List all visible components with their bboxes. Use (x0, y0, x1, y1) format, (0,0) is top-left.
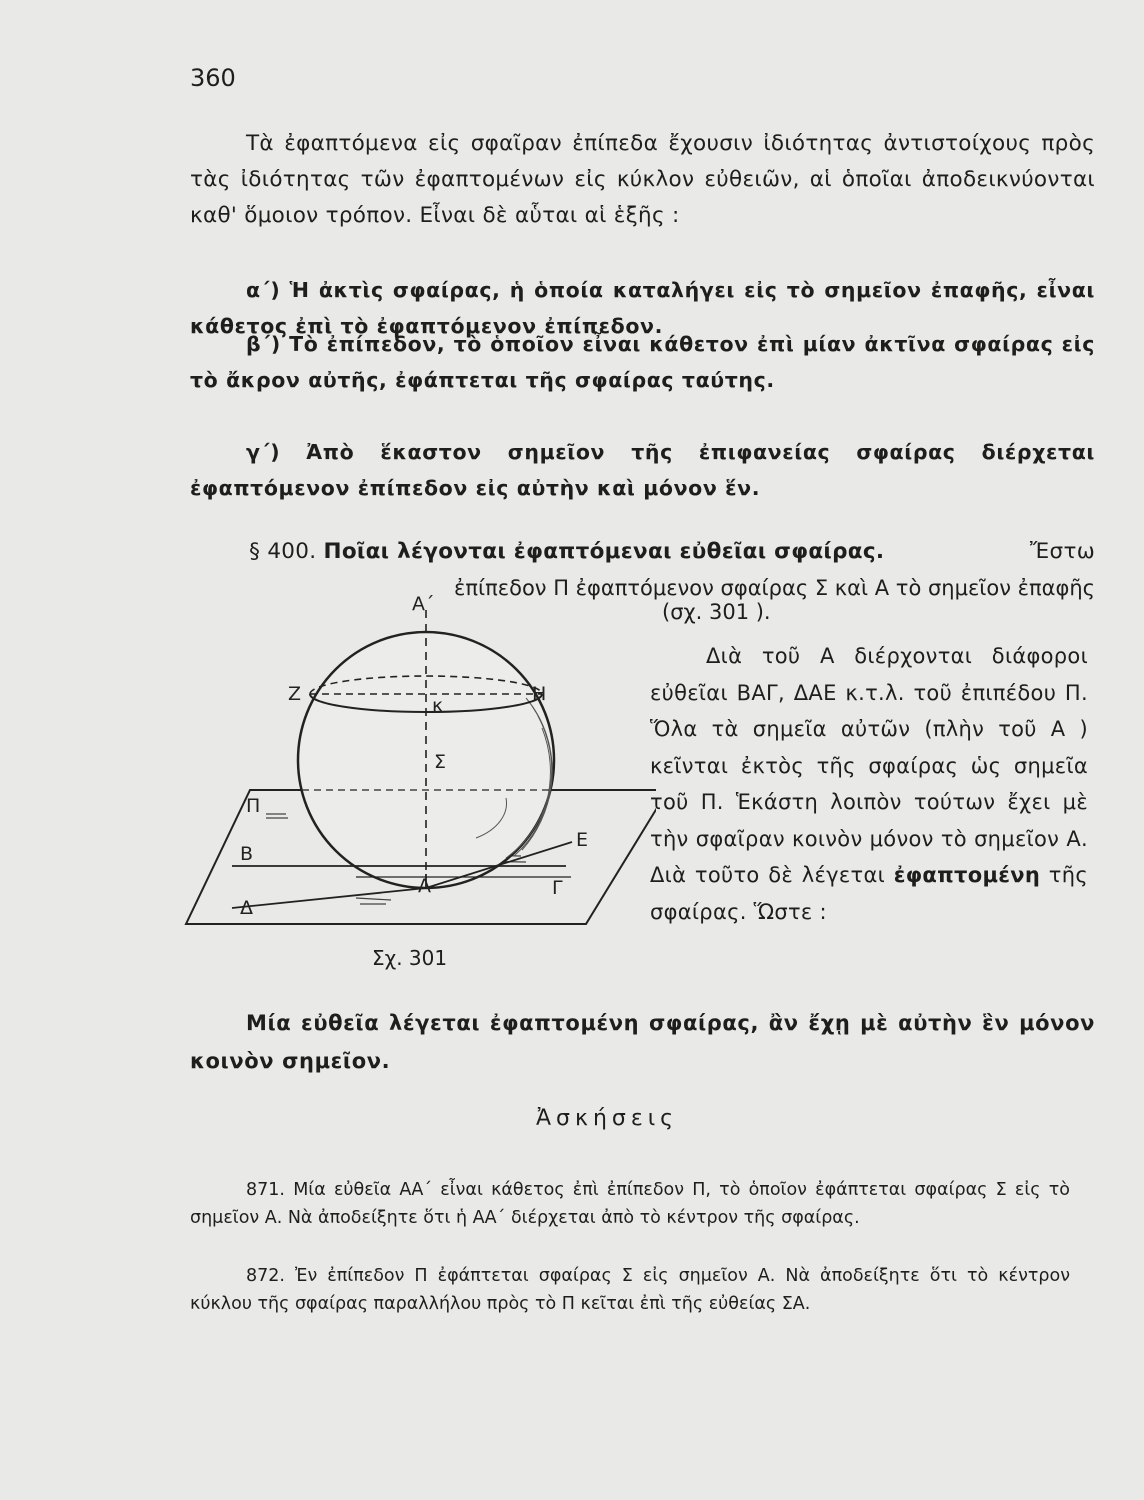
figure-301 (176, 588, 656, 938)
line-da (232, 888, 426, 908)
label-h: Η (532, 683, 547, 705)
section-heading (190, 534, 1095, 570)
figure-caption: Σχ. 301 (372, 946, 448, 970)
section-body-b: τῆς σφαίρας. Ὥστε : (650, 863, 1088, 924)
label-d: Δ (240, 897, 253, 919)
exercise-number: 871. (246, 1180, 285, 1200)
property-b: β΄) Τὸ ἐπίπεδον, τὸ ὁποῖον εἶναι κάθετον ἐπὶ μίαν ἀκτῖνα σφαίρας εἰς τὸ ἄκρον αὐτῆς, ἐφάπτεται τῆς σφαίρας ταύτης. (190, 332, 1095, 392)
definition: Μία εὐθεῖα λέγεται ἐφαπτομένη σφαίρας, ἂν ἔχῃ μὲ αὐτὴν ἓν μόνον κοινὸν σημεῖον. (190, 1011, 1095, 1073)
label-g: Γ (552, 877, 563, 899)
section-lead: Ἔστω (1029, 539, 1095, 564)
section-body-bold: ἐφαπτομένη (893, 863, 1041, 887)
page-number: 360 (190, 64, 236, 92)
exercise-text: Ἐν ἐπίπεδον Π ἐφάπτεται σφαίρας Σ εἰς σημεῖον Α. Νὰ ἀποδείξητε ὅτι τὸ κέντρον κύκλου τῆς σφαίρας παραλλήλου πρὸς τὸ Π κεῖται ἐπὶ τῆς εὐθείας ΣΑ. (190, 1266, 1070, 1314)
label-e: Ε (576, 829, 589, 851)
section-body (650, 638, 1088, 930)
label-k: κ (432, 695, 444, 717)
label-s: Σ (434, 751, 447, 773)
section-line-3: (σχ. 301 ). (662, 600, 771, 624)
label-a-prime: Α΄ (412, 593, 435, 615)
label-a: Α (418, 875, 431, 897)
section-number: § 400. (249, 539, 317, 564)
label-p: Π (246, 795, 261, 817)
exercises-title: Ἀσκήσεις (536, 1106, 679, 1131)
section-line-2: ἐπίπεδον Π ἐφαπτόμενον σφαίρας Σ καὶ Α τὸ σημεῖον ἐπαφῆς (454, 576, 1095, 600)
intro-paragraph: Τὰ ἐφαπτόμενα εἰς σφαῖραν ἐπίπεδα ἔχουσιν ἰδιότητας ἀντιστοίχους πρὸς τὰς ἰδιότητας τῶν ἐφαπτομένων εἰς κύκλον εὐθειῶν, αἱ ὁποῖαι ἀποδεικνύονται καθ' ὅμοιον τρόπον. Εἶναι δὲ αὗται αἱ ἑξῆς : (190, 131, 1095, 228)
exercise-871 (190, 1176, 1070, 1232)
section-title: Ποῖαι λέγονται ἐφαπτόμεναι εὐθεῖαι σφαίρας. (323, 539, 885, 564)
exercise-text: Μία εὐθεῖα ΑΑ΄ εἶναι κάθετος ἐπὶ ἐπίπεδον Π, τὸ ὁποῖον ἐφάπτεται σφαίρας Σ εἰς τὸ σημεῖον Α. Νὰ ἀποδείξητε ὅτι ἡ ΑΑ΄ διέρχεται ἀπὸ τὸ κέντρον τῆς σφαίρας. (190, 1180, 1070, 1228)
exercise-number: 872. (246, 1266, 285, 1286)
label-b: Β (240, 843, 254, 865)
exercise-872 (190, 1262, 1070, 1318)
property-c: γ΄) Ἀπὸ ἕκαστον σημεῖον τῆς ἐπιφανείας σφαίρας διέρχεται ἐφαπτόμενον ἐπίπεδον εἰς αὐτὴν καὶ μόνον ἕν. (190, 440, 1095, 500)
property-a: α΄) Ἡ ἀκτὶς σφαίρας, ἡ ὁποία καταλήγει εἰς τὸ σημεῖον ἐπαφῆς, εἶναι κάθετος ἐπὶ τὸ ἐφαπτόμενον ἐπίπεδον. (190, 278, 1095, 338)
section-body-a: Διὰ τοῦ Α διέρχονται διάφοροι εὐθεῖαι ΒΑΓ, ΔΑΕ κ.τ.λ. τοῦ ἐπιπέδου Π. Ὅλα τὰ σημεῖα αὐτῶν (πλὴν τοῦ Α ) κεῖνται ἐκτὸς τῆς σφαίρας ὡς σημεῖα τοῦ Π. Ἑκάστη λοιπὸν τούτων ἔχει μὲ τὴν σφαῖραν κοινὸν μόνον τὸ σημεῖον Α. Διὰ τοῦτο δὲ λέγεται (650, 644, 1088, 887)
label-z: Ζ (288, 683, 302, 705)
